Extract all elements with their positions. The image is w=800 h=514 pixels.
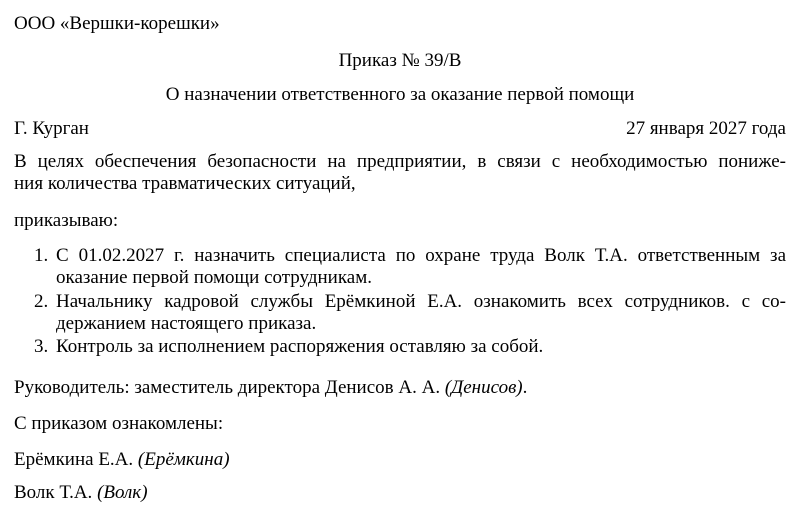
head-text: Руководитель: заместитель директора Денисов А. А.	[14, 377, 441, 398]
preamble-line: В целях обеспечения безопасности на предприятии, в связи с необходимостью пониже-	[14, 151, 786, 172]
organization-name: ООО «Вершки-корешки»	[14, 13, 220, 34]
head-signature-row	[14, 377, 786, 399]
item-text	[56, 245, 786, 289]
signatory-row	[14, 449, 786, 471]
signatory-signature: (Волк)	[97, 482, 148, 503]
preamble-line: ния количества травматических ситуаций,	[14, 172, 356, 194]
list-item	[34, 291, 786, 335]
item-number: 2.	[34, 290, 49, 312]
item-text-line: держанием настоящего приказа.	[56, 312, 317, 334]
list-item	[34, 245, 786, 289]
head-signature-dot: .	[522, 377, 528, 398]
order-word: приказываю:	[14, 210, 119, 231]
preamble	[14, 151, 786, 195]
item-text-line: Начальнику кадровой службы Ерёмкиной Е.А. ознакомить всех сотрудников. с со-	[56, 290, 786, 312]
order-title: Приказ № 39/В	[338, 50, 462, 71]
place-date-row	[14, 118, 786, 140]
item-text-line: оказание первой помощи сотрудникам.	[56, 266, 372, 288]
head-signature: (Денисов)	[444, 377, 523, 398]
signatory-name: Ерёмкина Е.А.	[14, 449, 134, 470]
item-text	[56, 291, 786, 335]
item-number: 1.	[34, 245, 49, 266]
order-subject: О назначении ответственного за оказание первой помощи	[165, 84, 635, 105]
list-item	[34, 336, 786, 358]
place: Г. Курган	[14, 118, 89, 139]
signatory-row	[14, 482, 786, 504]
item-text	[56, 336, 786, 358]
signatory-name: Волк Т.А.	[14, 482, 93, 503]
signatory-signature: (Ерёмкина)	[137, 449, 230, 470]
item-text-line: С 01.02.2027 г. назначить специалиста по охране труда Волк Т.А. ответственным за	[56, 245, 786, 266]
order-items-list	[34, 245, 786, 358]
item-text-line: Контроль за исполнением распоряжения оставляю за собой.	[56, 336, 544, 358]
order-date: 27 января 2027 года	[626, 118, 786, 139]
item-number: 3.	[34, 336, 49, 358]
acknowledged-label: С приказом ознакомлены:	[14, 413, 224, 434]
